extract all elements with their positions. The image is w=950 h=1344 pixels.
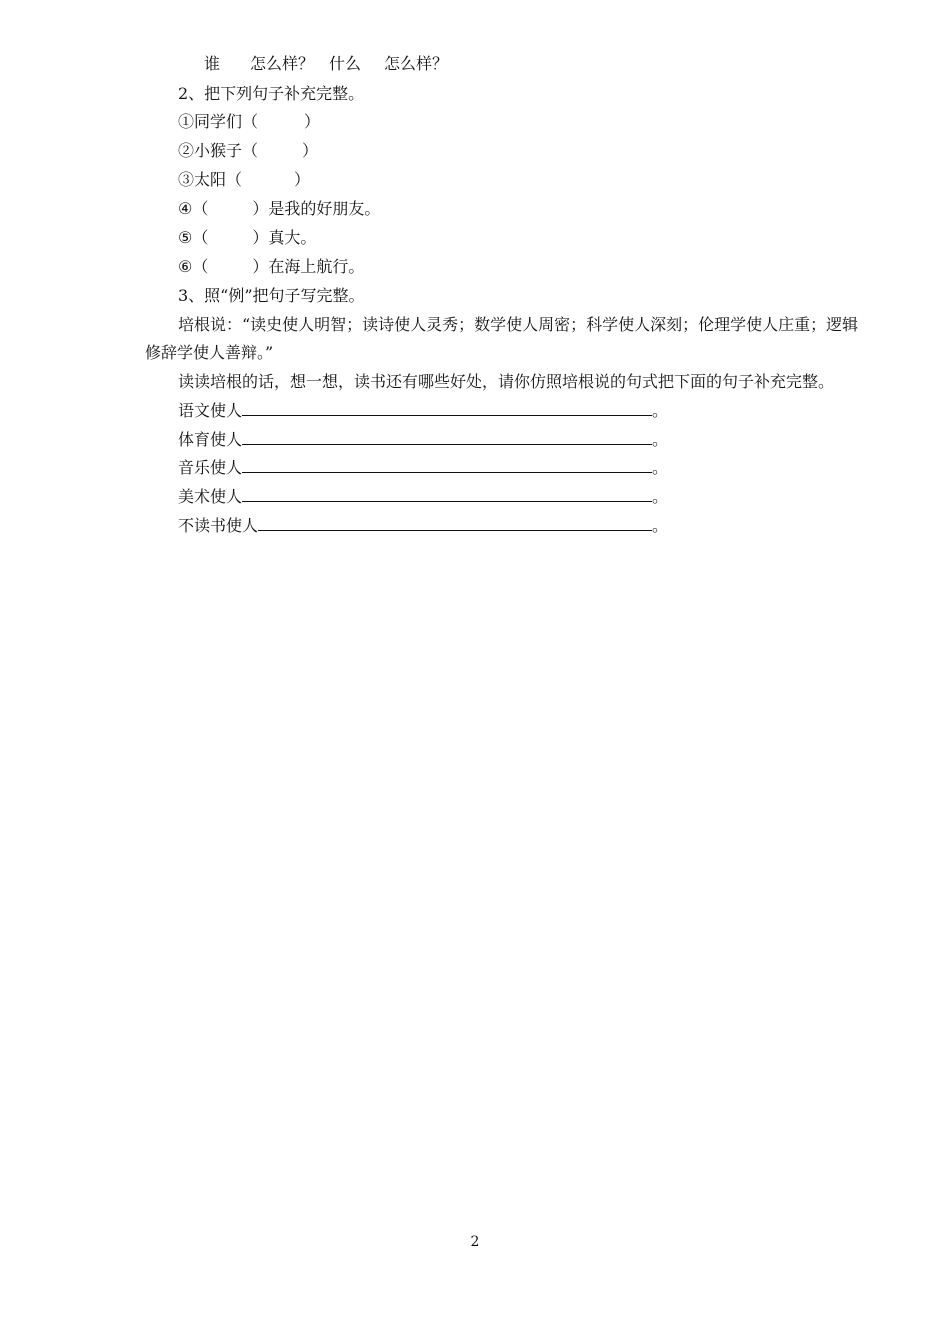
answer-line: 不读书使人 。: [178, 516, 669, 535]
blank-line[interactable]: [242, 487, 652, 502]
blank-line[interactable]: [242, 458, 652, 473]
blank-line[interactable]: [258, 516, 652, 531]
fill-item: ④（ ）是我的好朋友。: [178, 199, 381, 218]
header-word-how-2: 怎么样？: [384, 54, 449, 73]
header-word-who: 谁: [204, 54, 221, 73]
bacon-quote-line-1: 培根说：“读史使人明智；读诗使人灵秀；数学使人周密；科学使人深刻；伦理学使人庄重；逻辑: [178, 315, 859, 334]
header-word-what: 什么: [329, 54, 362, 73]
header-word-how: 怎么样？: [250, 54, 315, 73]
instruction: 读读培根的话，想一想，读书还有哪些好处，请你仿照培根说的句式把下面的句子补充完整。: [178, 372, 835, 391]
fill-item: ⑥（ ）在海上航行。: [178, 257, 365, 276]
blank-line[interactable]: [242, 430, 652, 445]
page-number: 2: [470, 1234, 480, 1250]
blank-line[interactable]: [242, 401, 652, 416]
fill-item: ②小猴子（ ）: [178, 141, 319, 160]
fill-item: ①同学们（ ）: [178, 112, 321, 131]
answer-line: 体育使人 。: [178, 430, 669, 449]
bacon-quote-line-2: 修辞学使人善辩。”: [145, 343, 274, 362]
answer-line: 美术使人 。: [178, 487, 669, 506]
answer-line: 音乐使人 。: [178, 458, 669, 477]
fill-item: ⑤（ ）真大。: [178, 228, 317, 247]
question-2-title: 2、把下列句子补充完整。: [178, 84, 365, 103]
answer-line: 语文使人 。: [178, 401, 669, 420]
question-3-title: 3、照“例”把句子写完整。: [178, 286, 365, 305]
fill-item: ③太阳（ ）: [178, 170, 311, 189]
